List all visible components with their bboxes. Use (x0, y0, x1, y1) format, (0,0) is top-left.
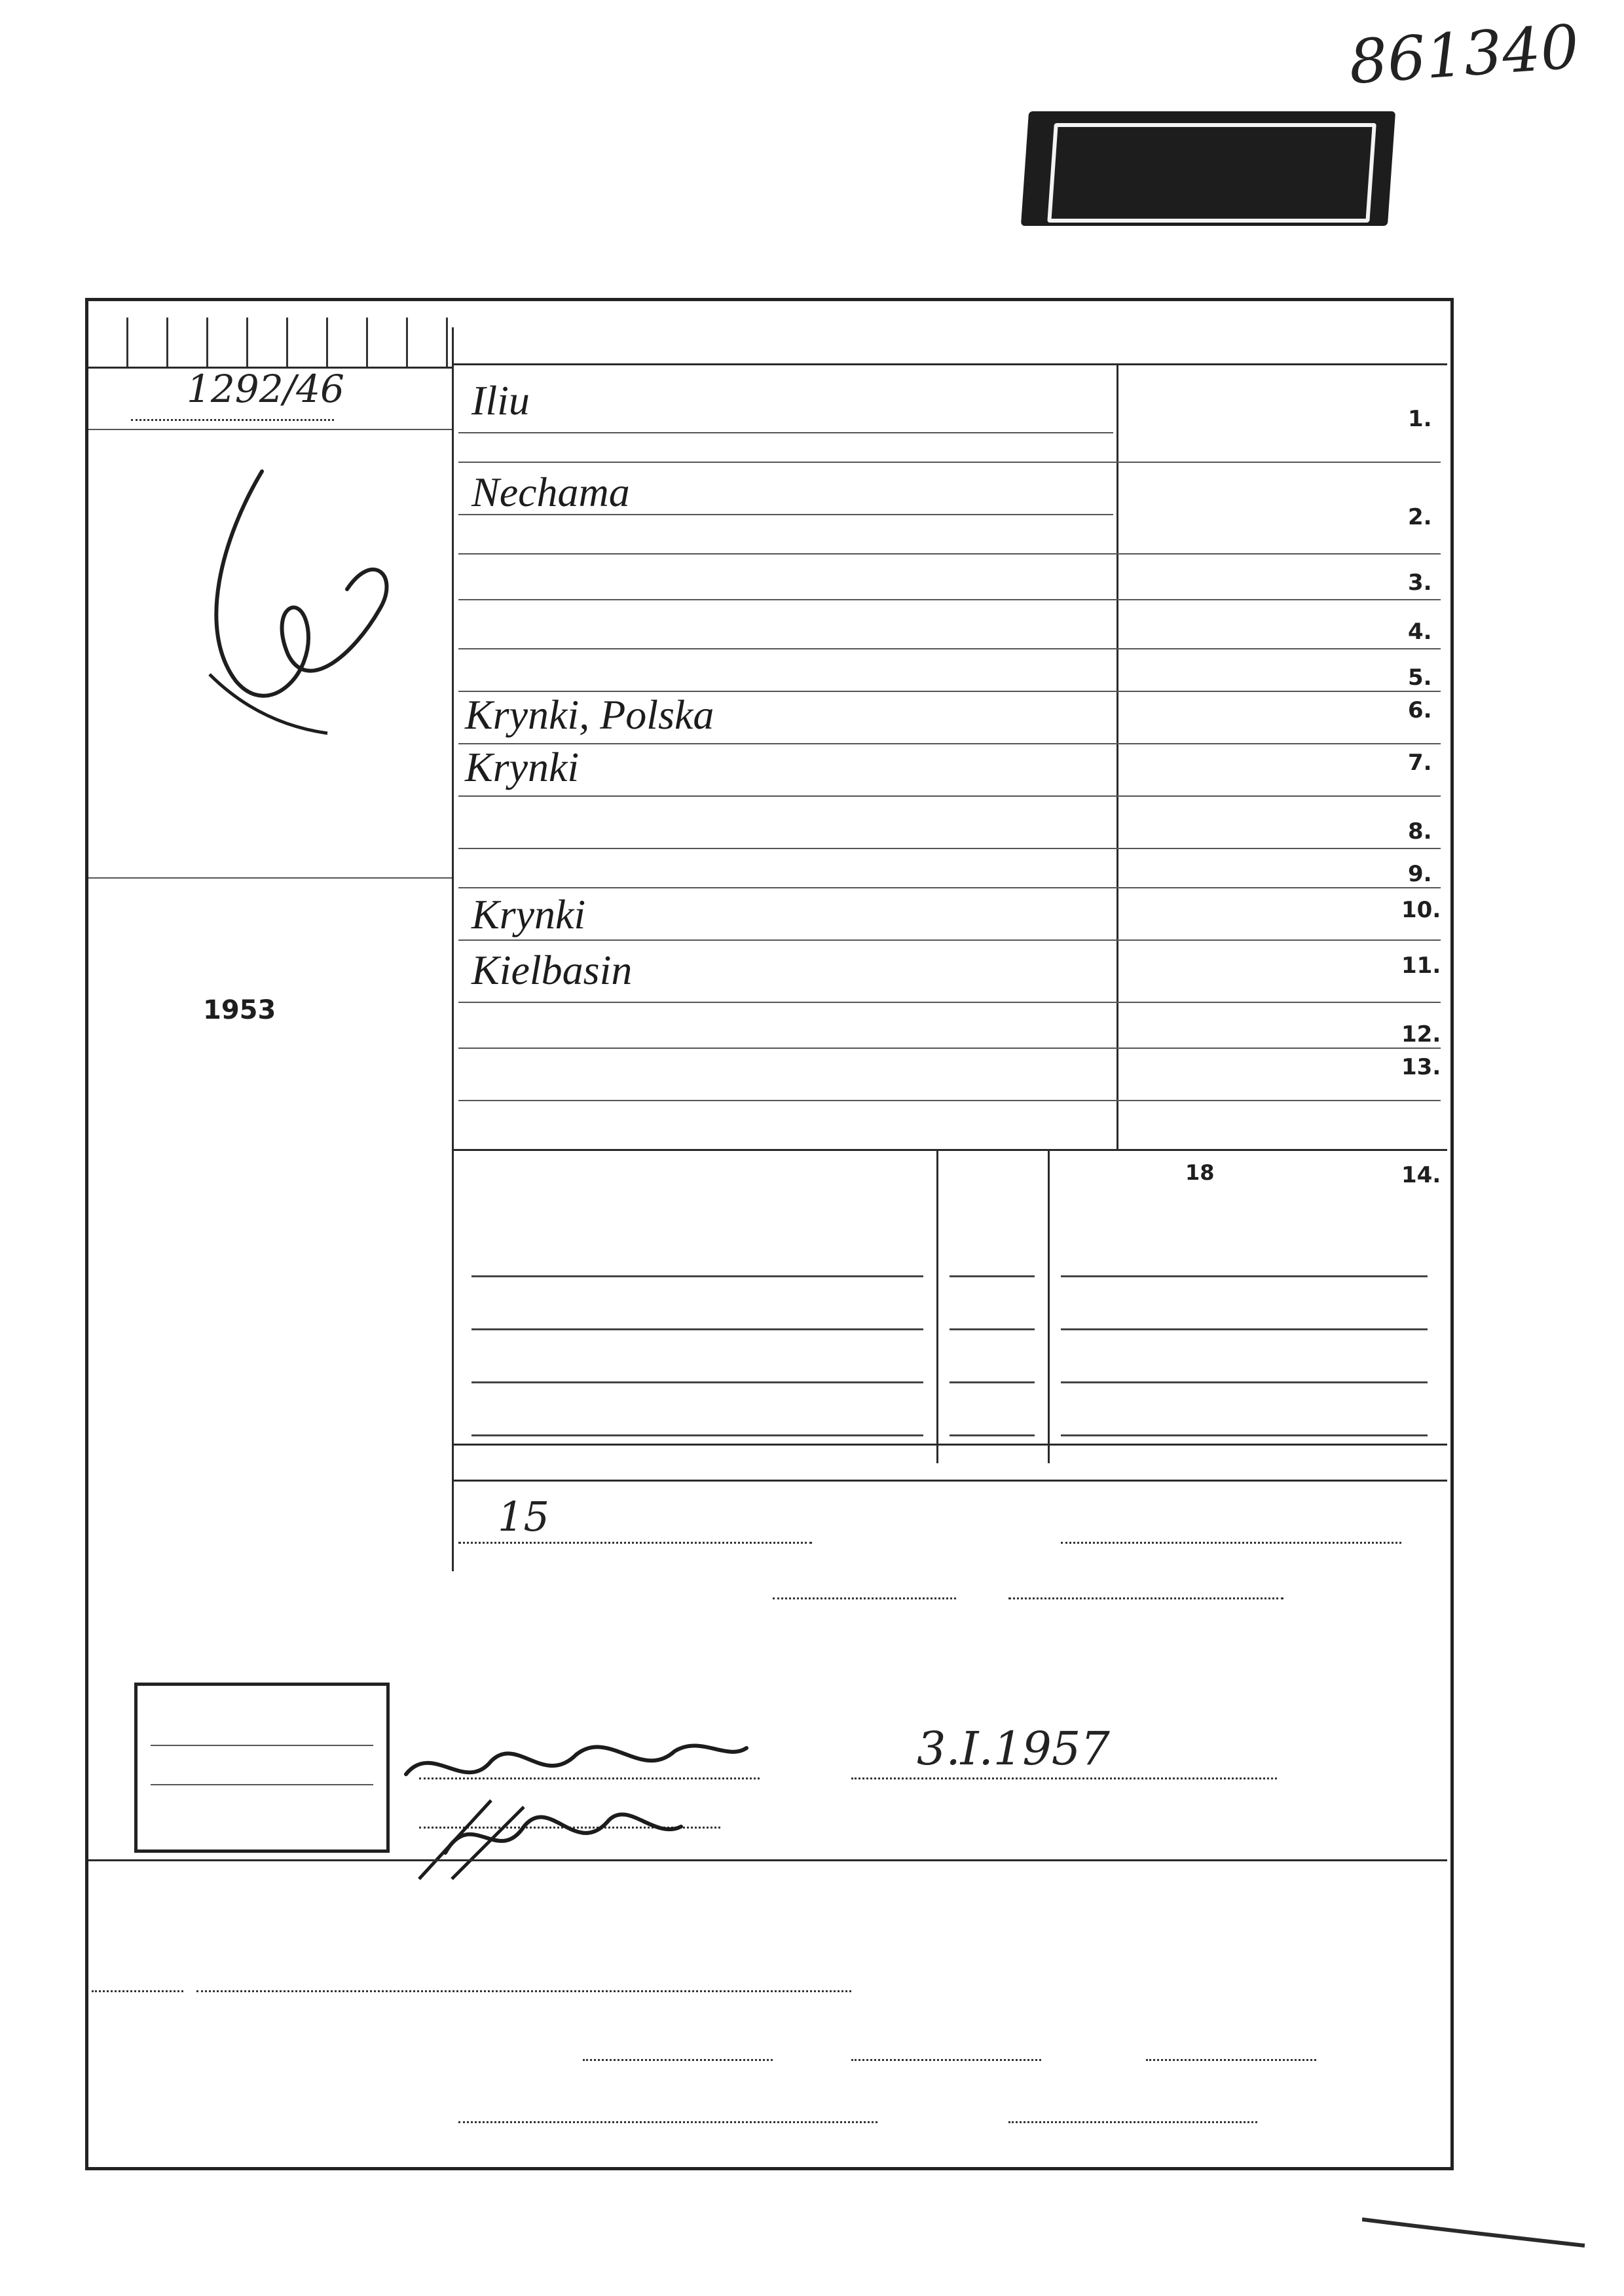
row-line-11 (458, 1002, 1441, 1003)
item-number-1: 1. (1408, 406, 1432, 432)
row-line-6 (458, 743, 1441, 744)
approval-number-value: 1292/46 (187, 367, 344, 411)
row-line-13 (458, 1100, 1441, 1101)
children-age-rows (950, 1224, 1035, 1447)
stamp-line-2 (151, 1784, 373, 1785)
item-number-4: 4. (1408, 619, 1432, 645)
item-number-2: 2. (1408, 504, 1432, 530)
children-place-rows (471, 1224, 923, 1447)
item-number-8: 8. (1408, 818, 1432, 845)
note-row-bottom (452, 1480, 1447, 1482)
stamp-line-1 (151, 1745, 373, 1746)
note-row-top (452, 1444, 1447, 1446)
death-place-latin: Kielbasin (471, 947, 633, 993)
hiding-line (1146, 2059, 1316, 2061)
residence-latin: Krynki (465, 744, 580, 790)
row-line-4 (458, 648, 1441, 649)
row-line-spouse (452, 1149, 1447, 1151)
item-number-3: 3. (1408, 570, 1432, 596)
declarant-name-line (1061, 1542, 1401, 1544)
label-column-divider (1116, 363, 1118, 1149)
row-line-1a (458, 432, 1113, 433)
row-header-line (452, 363, 1447, 365)
row-line-2b (458, 553, 1441, 555)
etc-line (583, 2059, 773, 2061)
photo-area-signature (183, 458, 419, 759)
declarant-address-line (458, 1542, 812, 1544)
wartime-place-latin: Krynki (471, 891, 586, 938)
item-number-7: 7. (1408, 750, 1432, 776)
lower-section-divider (88, 1859, 1447, 1861)
first-name-latin: Nechama (471, 469, 630, 515)
item-number-5: 5. (1408, 665, 1432, 691)
children-table-divider-2 (1048, 1149, 1050, 1463)
item-number-6: 6. (1408, 697, 1432, 723)
left-column-divider (452, 327, 454, 1571)
children-table-rows (1061, 1224, 1428, 1447)
photo-box-top (88, 429, 452, 430)
law-year: 1953 (203, 995, 276, 1025)
house-number: 15 (498, 1493, 549, 1540)
place-date-line (851, 1777, 1277, 1779)
ghetto-line (92, 1990, 183, 1992)
item-number-11: 11. (1401, 953, 1441, 979)
approval-number-line (131, 419, 334, 421)
relationship-line (1008, 1597, 1283, 1599)
forests-line (851, 2059, 1041, 2061)
camp-line (196, 1990, 851, 1992)
item-number-13: 13. (1401, 1054, 1441, 1080)
item-number-14: 14. (1401, 1162, 1441, 1188)
row-line-12 (458, 1048, 1441, 1049)
row-line-8 (458, 848, 1441, 849)
witness-line (458, 2121, 877, 2123)
date-value: 3.I.1957 (917, 1722, 1110, 1776)
birthplace-latin: Krynki, Polska (465, 691, 714, 738)
surname-latin: Iliu (471, 377, 530, 424)
row-line-9 (458, 887, 1441, 888)
official-stamp-box (134, 1683, 390, 1853)
top-ruler-ticks (88, 318, 452, 367)
row-line-1b (458, 462, 1441, 463)
item-number-12: 12. (1401, 1021, 1441, 1048)
scan-artifact (1362, 2200, 1598, 2252)
address-line (1008, 2121, 1257, 2123)
item-number-9: 9. (1408, 861, 1432, 887)
relative-of-line (773, 1597, 956, 1599)
children-table-divider-1 (936, 1149, 938, 1463)
photo-box-bottom (88, 877, 452, 879)
row-line-7 (458, 795, 1441, 797)
row-line-10 (458, 939, 1441, 941)
child-age-limit: 18 (1185, 1160, 1215, 1185)
archive-number: 861340 (1346, 11, 1581, 98)
item-number-10: 10. (1401, 897, 1441, 923)
logo-frame (1047, 123, 1376, 223)
yad-vashem-logo (1021, 111, 1395, 226)
row-line-3 (458, 599, 1441, 600)
